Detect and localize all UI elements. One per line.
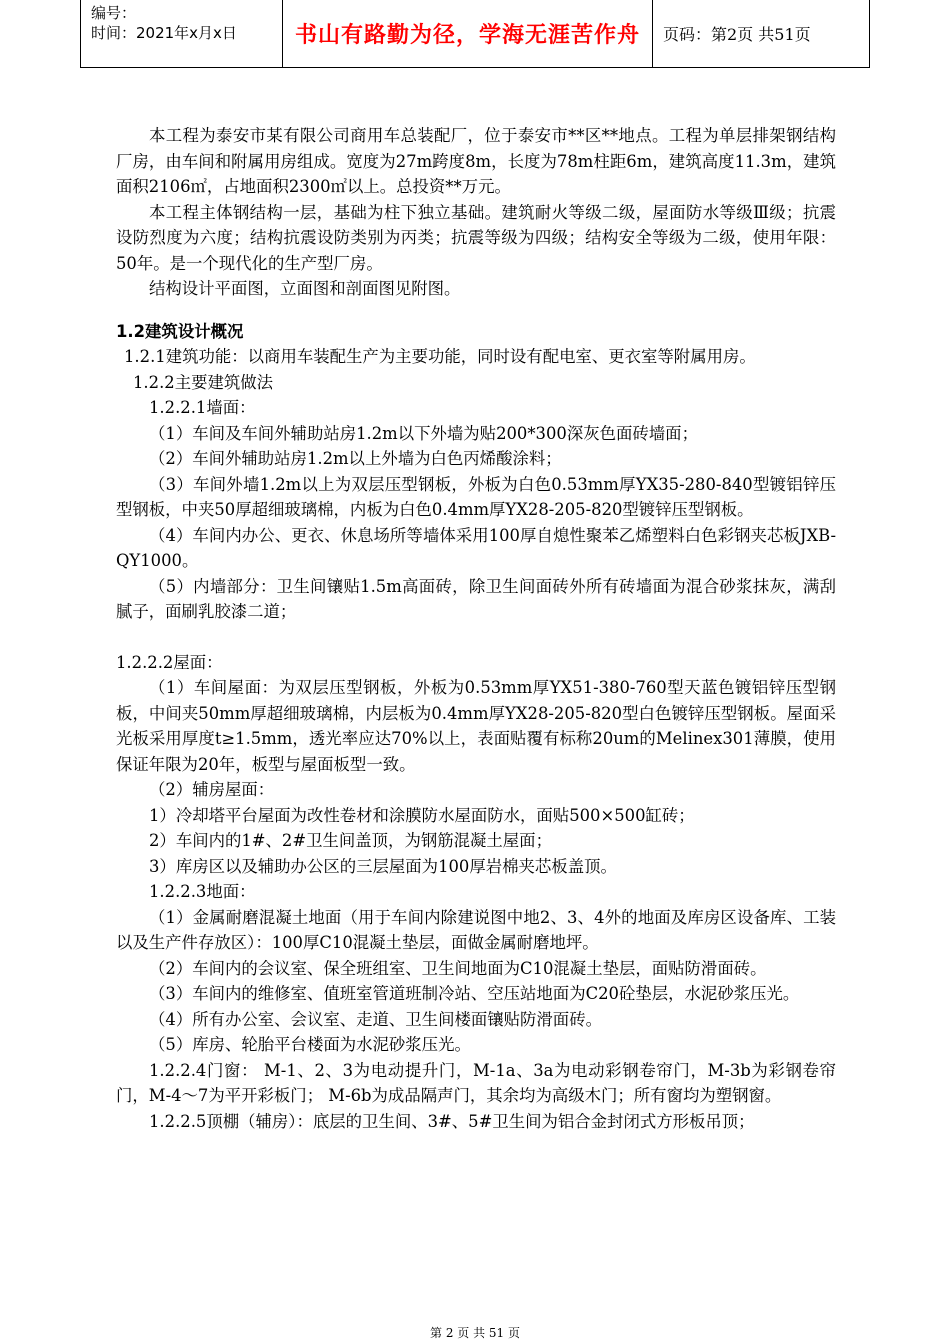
paragraph-structure: 本工程主体钢结构一层，基础为柱下独立基础。建筑耐火等级二级，屋面防水等级Ⅲ级；抗震设防烈度为六度；结构抗震设防类别为丙类；抗震等级为四级；结构安全等级为二级，使用年限：50年。是一个现代化的生产型厂房。	[116, 202, 836, 273]
floor-item-2: （2）车间内的会议室、保全班组室、卫生间地面为C10混凝土垫层，面贴防滑面砖。	[149, 958, 767, 978]
floor-item-3: （3）车间内的维修室、值班室管道班制冷站、空压站地面为C20砼垫层，水泥砂浆压光。	[149, 984, 800, 1003]
section-1-2-2-5: 1.2.2.5顶棚（辅房）：底层的卫生间、3#、5#卫生间为铝合金封闭式方形板吊顶；	[149, 1111, 755, 1131]
roof-item-2: （2）辅房屋面：	[149, 780, 275, 799]
floor-item-4: （4）所有办公室、会议室、走道、卫生间楼面镶贴防滑面砖。	[149, 1009, 602, 1029]
section-1-2-2-4: 1.2.2.4门窗： M-1、2、3为电动提升门，M-1a、3a为电动彩钢卷帘门，M-3b为彩钢卷帘门，M-4～7为平开彩板门； M-6b为成品隔声门，其余均为高级木门；所有窗均为塑钢窗。	[116, 1060, 836, 1105]
serial-label: 编号：	[91, 4, 137, 22]
roof-item-1: （1）车间屋面：为双层压型钢板，外板为0.53mm厚YX51-380-760型天蓝色镀铝锌压型钢板，中间夹50mm厚超细玻璃棉，内层板为0.4mm厚YX28-205-820型白色镀锌压型钢板。屋面采光板采用厚度t≥1.5mm，透光率应达70%以上，表面贴覆有标称20um的Melinex301薄膜，使用保证年限为20年，板型与屋面板型一致。	[116, 678, 836, 774]
wall-item-1: （1）车间及车间外辅助站房1.2m以下外墙为贴200*300深灰色面砖墙面；	[149, 423, 698, 443]
roof-item-2b: 2）车间内的1#、2#卫生间盖顶，为钢筋混凝土屋面；	[149, 831, 552, 850]
floor-item-5: （5）库房、轮胎平台楼面为水泥砂浆压光。	[149, 1035, 471, 1054]
section-1-2-1-text: 1.2.1建筑功能：以商用车装配生产为主要功能，同时设有配电室、更衣室等附属用房。	[124, 347, 756, 366]
wall-item-4: （4）车间内办公、更衣、休息场所等墙体采用100厚自熄性聚苯乙烯塑料白色彩钢夹芯板JXB-QY1000。	[116, 525, 836, 570]
floor-item-1: （1）金属耐磨混凝土地面（用于车间内除建说图中地2、3、4外的地面及库房区设备库、工装以及生产件存放区）：100厚C10混凝土垫层，面做金属耐磨地坪。	[116, 907, 836, 952]
roof-item-2c: 3）库房区以及辅助办公区的三层屋面为100厚岩棉夹芯板盖顶。	[149, 856, 617, 876]
wall-item-2: （2）车间外辅助站房1.2m以上外墙为白色丙烯酸涂料；	[149, 449, 562, 468]
paragraph-drawings: 结构设计平面图，立面图和剖面图见附图。	[149, 279, 461, 298]
header-page-info: 页码：第2页 共51页	[663, 25, 811, 44]
page-header	[80, 0, 870, 68]
time-label: 时间：2021年x月x日	[91, 24, 237, 42]
section-1-2-2-1: 1.2.2.1墙面：	[149, 398, 256, 417]
paragraph-project-overview: 本工程为泰安市某有限公司商用车总装配厂，位于泰安市**区**地点。工程为单层排架钢结构厂房，由车间和附属用房组成。宽度为27m跨度8m，长度为78m柱距6m，建筑高度11.3m，建筑面积2106㎡，占地面积2300㎡以上。总投资**万元。	[116, 126, 836, 196]
wall-item-5: （5）内墙部分：卫生间镶贴1.5m高面砖，除卫生间面砖外所有砖墙面为混合砂浆抹灰，满刮腻子，面刷乳胶漆二道；	[116, 576, 836, 621]
section-1-2-2-3: 1.2.2.3地面：	[149, 882, 256, 901]
page-footer: 第 2 页 共 51 页	[430, 1326, 520, 1340]
section-1-2-2-2: 1.2.2.2屋面：	[116, 652, 223, 672]
header-meta	[81, 0, 283, 67]
section-1-2-2: 1.2.2主要建筑做法	[133, 372, 274, 392]
section-heading-1-2: 1.2建筑设计概况	[116, 321, 244, 341]
document-body	[116, 123, 836, 1134]
wall-item-3: （3）车间外墙1.2m以上为双层压型钢板，外板为白色0.53mm厚YX35-280-840型镀铝锌压型钢板，中夹50厚超细玻璃棉，内板为白色0.4mm厚YX28-205-820型镀锌压型钢板。	[116, 474, 836, 519]
spacer	[116, 625, 836, 650]
roof-item-2a: 1）冷却塔平台屋面为改性卷材和涂膜防水屋面防水，面贴500×500缸砖；	[149, 805, 695, 825]
header-motto: 书山有路勤为径，学海无涯苦作舟	[283, 0, 653, 67]
section-1-2-1	[116, 344, 836, 370]
